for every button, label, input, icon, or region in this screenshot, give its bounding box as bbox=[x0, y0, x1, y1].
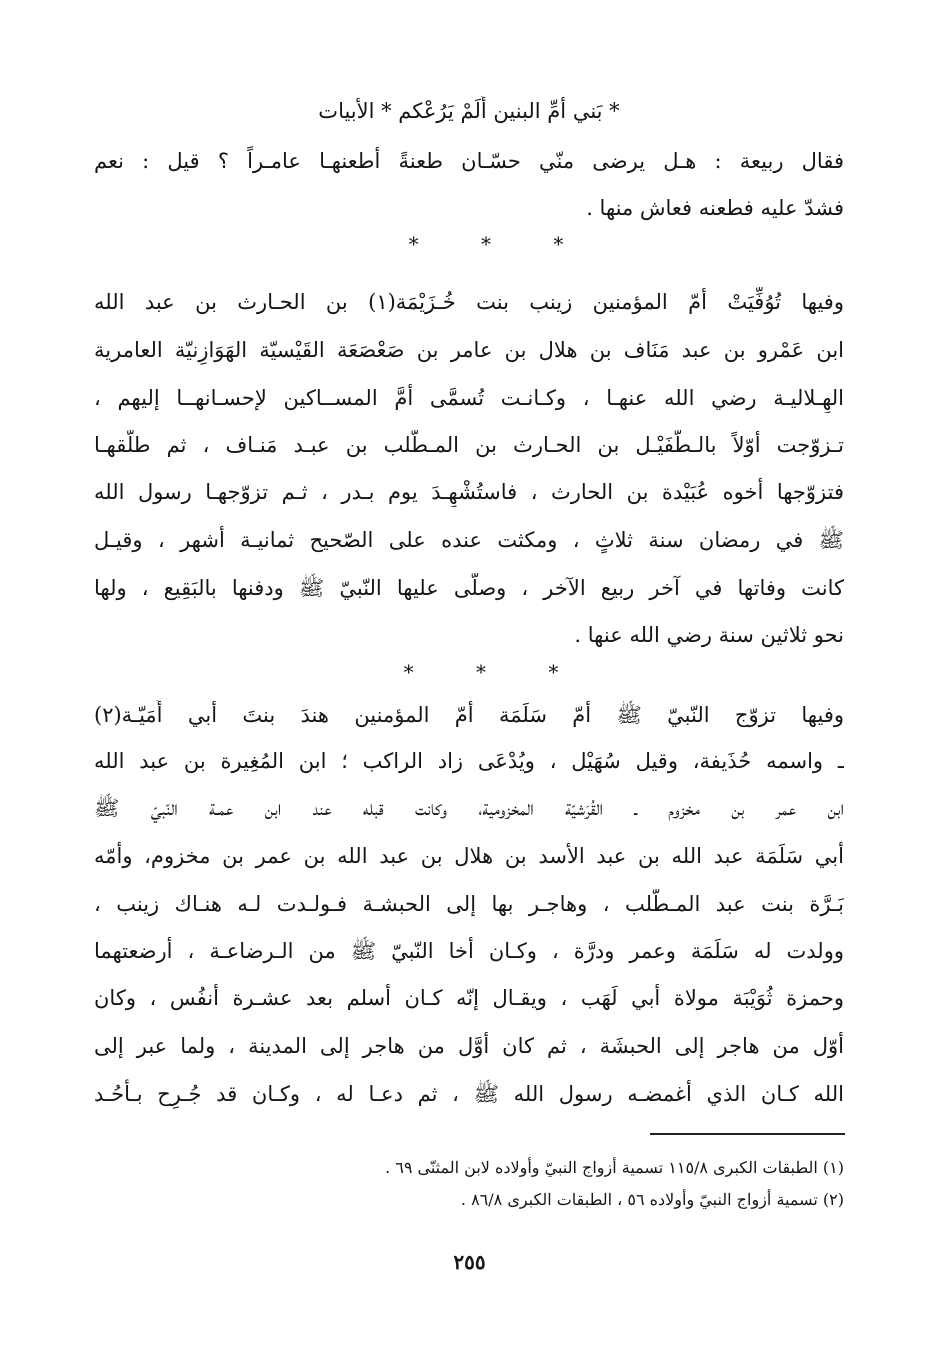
text-line: كانت وفاتها في آخر ربيع الآخر ، وصلّى عليها النّبيّ ﷺ ودفنها بالبَقِيع ، ولها bbox=[94, 576, 844, 600]
text-line: تـزوّجت أوّلاً بالـطُّفَيْـل بن الحـارث بن المـطّلب بن عبـد مَنـاف ، ثم طلّقهـا bbox=[94, 433, 844, 457]
section-separator: * * * bbox=[403, 660, 587, 684]
page-number: ٢٥٥ bbox=[453, 1250, 486, 1274]
text-line: وولدت له سَلَمَة وعمر ودرَّة ، وكـان أخا النّبيّ ﷺ من الـرضاعـة ، أرضعتهما bbox=[94, 939, 844, 963]
text-line: وفيها تزوّج النّبيّ ﷺ أمّ سَلَمَة أمّ المؤمنين هندَ بنتَ أبي أُمَيّـة(٢) bbox=[94, 703, 844, 727]
text-line: ﷺ في رمضان سنة ثلاثٍ ، ومكثت عنده على الصّحيح ثمانيـة أشهر ، وقيـل bbox=[94, 528, 844, 552]
text-line: فتزوّجها أخوه عُبَيْدة بن الحارث ، فاستُشْهِـدَ يوم بـدر ، ثـم تزوّجهـا رسول الله bbox=[94, 480, 844, 504]
text-line: الله كـان الذي أغمضـه رسول الله ﷺ ، ثم دعـا له ، وكـان قد جُـرِح بـأُحُـد bbox=[94, 1082, 844, 1106]
text-line: بَـرَّة بنت عبد المـطّلب ، وهاجـر بها إلى الحبشـة فـولـدت لـه هنـاك زينب ، bbox=[94, 892, 844, 916]
text-line: ابن عَمْرو بن عبد مَنَاف بن هلال بن عامر بن صَعْصَعَة القَيْسيّة الهَوَازِنيّة العامرية bbox=[94, 338, 844, 362]
text-line: أوّل من هاجر إلى الحبشَة ، ثم كان أوَّل من هاجر إلى المدينة ، ولما عبر إلى bbox=[94, 1034, 844, 1058]
text-line: الهِـلاليـة رضي الله عنهـا ، وكـانـت تُسمَّى أمَّ المســاكين لإحسـانهــا إليهم ، bbox=[94, 386, 844, 410]
text-line: فقال ربيعة : هـل يرضى منّي حسّـان طعنةً أطعنهـا عامـراً ؟ قيل : نعم bbox=[94, 149, 844, 173]
text-line: أبي سَلَمَة عبد الله بن عبد الأسد بن هلال بن عبد الله بن عمر بن مخزوم، وأمّه bbox=[94, 844, 844, 868]
footnote: (٢) تسمية أزواج النبيّ وأولاده ٥٦ ، الطبقات الكبرى ٨٦/٨ . bbox=[460, 1190, 844, 1209]
section-separator: * * * bbox=[408, 232, 592, 256]
text-line: ابن عمر بن مخزوم ـ القُرَشيّة المخزومية، وكانت قبله عند ابن عمـة النّبيّ ﷺ bbox=[94, 796, 844, 820]
footnote-rule bbox=[650, 1133, 845, 1135]
text-line: وحمزة ثُوَيْبَة مولاة أبي لَهَب ، ويقـال إنّه كـان أسلم بعد عشـرة أنفُس ، وكان bbox=[94, 986, 844, 1010]
text-line: فشدّ عليه فطعنه فعاش منها . bbox=[586, 196, 844, 220]
text-line: نحو ثلاثين سنة رضي الله عنها . bbox=[574, 623, 844, 647]
text-line: وفيها تُوُفِّيَتْ أمّ المؤمنين زينب بنت خُـزَيْمَة(١) بن الحـارث بن عبد الله bbox=[94, 290, 844, 314]
verse-line: * بَني أمِّ البنين أَلَمْ يَرُعْكم * الأبيات bbox=[318, 99, 620, 123]
footnote: (١) الطبقات الكبرى ١١٥/٨ تسمية أزواج النبيّ وأولاده لابن المثنّى ٦٩ . bbox=[385, 1158, 844, 1177]
text-line: ـ واسمه حُذَيفة، وقيل سُهَيْل ، ويُدْعَى زاد الراكب ؛ ابن المُغِيرة بن عبد الله bbox=[94, 749, 844, 773]
